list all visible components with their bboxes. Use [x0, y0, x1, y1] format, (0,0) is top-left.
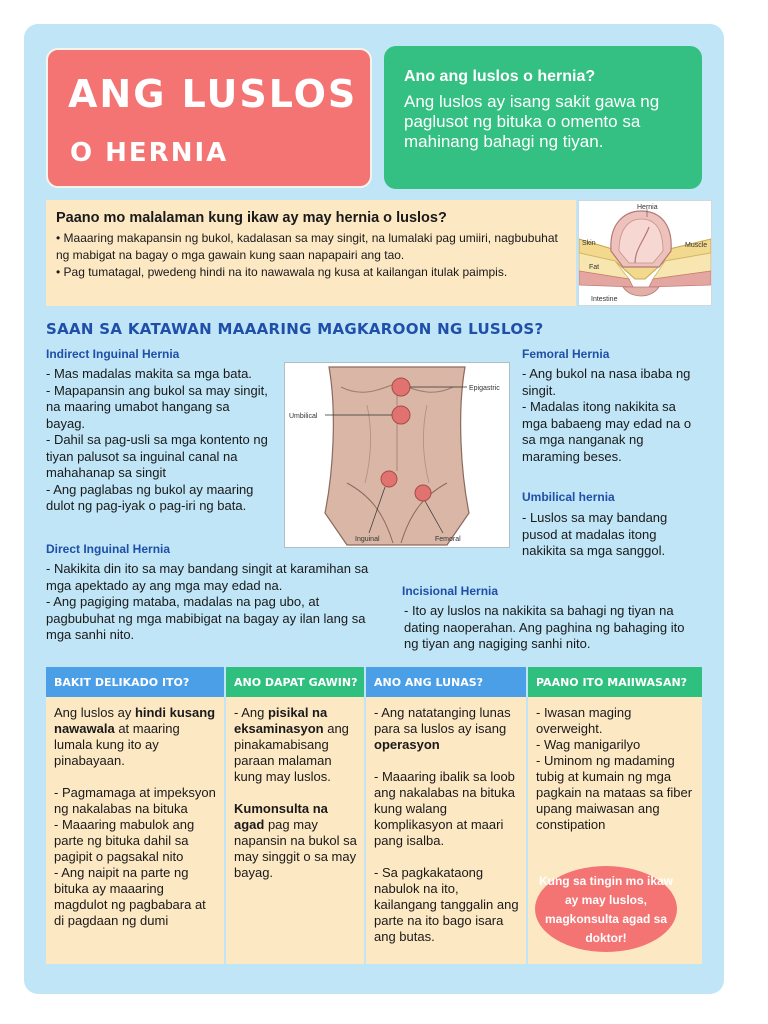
definition-box: [384, 46, 702, 189]
incisional-hernia-body: - Ito ay luslos na nakikita sa bahagi ng tiyan na dating naoperahan. Ang paghina ng bahaging ito ng tiyan ang nagiging sanhi nito.: [404, 603, 685, 651]
definition-answer: Ang luslos ay isang sakit gawa ng paglusot ng bituka o omento sa mahinang bahagi ng tiyan.: [404, 92, 660, 151]
indirect-hernia-body: - Mas madalas makita sa mga bata. - Mapapansin ang bukol sa may singit, na maaring umabot hangang sa bayag. - Dahil sa pag-usli sa mga kontento ng tiyan palusot sa inguinal canal na mahahanap sa singit - Ang paglabas ng bukol ay maaring dulot ng pag-iyak o pag-iri ng bata.: [46, 366, 268, 513]
femoral-hernia-body: - Ang bukol na nasa ibaba ng singit. - Madalas itong nakikita sa mga babaeng may edad na o sa mga nanganak ng maraming beses.: [522, 366, 692, 464]
label-femoral: Femoral: [435, 536, 461, 543]
why-dangerous-intro: Ang luslos ay hindi kusang nawawala at maaring lumala kung ito ay pinabayaan.: [54, 705, 216, 768]
what-to-do-p2: Kumonsulta na agad pag may napansin na bukol sa may singgit o sa may bayag.: [234, 801, 357, 880]
direct-hernia-title: Direct Inguinal Hernia: [46, 542, 171, 556]
abdomen-diagram: [284, 362, 510, 548]
label-muscle: Muscle: [685, 242, 708, 249]
table-header-treatment: ANO ANG LUNAS?: [366, 667, 526, 697]
femoral-hernia-title: Femoral Hernia: [522, 347, 610, 361]
label-fat: Fat: [589, 264, 600, 271]
table-header-why-dangerous: BAKIT DELIKADO ITO?: [46, 667, 224, 697]
why-dangerous-list: - Pagmamaga at impeksyon ng nakalabas na bituka - Maaaring mabulok ang parte ng bituka dahil sa pagipit o pagsakal nito - Ang naipit na parte ng bituka ay maaaring magdulot ng pagbabara at di pagdaan ng dumi: [54, 785, 216, 928]
page-subtitle: O HERNIA: [70, 138, 229, 168]
section-title: SAAN SA KATAWAN MAAARING MAGKAROON NG LUSLOS?: [46, 320, 544, 338]
umbilical-hernia-body: - Luslos sa may bandang pusod at madalas itong nakikita sa mga sanggol.: [522, 510, 668, 558]
what-to-do-p1: - Ang pisikal na eksaminasyon ang pinakamabisang paraan malaman kung may luslos.: [234, 705, 349, 784]
table-cell-treatment: [366, 697, 526, 964]
abdomen-svg: [285, 363, 509, 547]
indirect-hernia-title: Indirect Inguinal Hernia: [46, 347, 180, 361]
label-umbilical: Umbilical: [289, 413, 318, 420]
label-epigastric: Epigastric: [469, 385, 500, 392]
hernia-cross-section-svg: [579, 201, 711, 305]
page-title: ANG LUSLOS: [68, 72, 358, 116]
label-inguinal: Inguinal: [355, 536, 380, 543]
symptoms-box: [46, 200, 576, 306]
table-header-what-to-do: ANO DAPAT GAWIN?: [226, 667, 364, 697]
title-box: [46, 48, 372, 188]
label-skin: Skin: [582, 240, 596, 247]
label-hernia: Hernia: [637, 204, 658, 211]
direct-hernia-body: - Nakikita din ito sa may bandang singit at karamihan sa mga apektado ay ang mga may edad na. - Ang pagiging mataba, madalas na pag ubo, at pagbubuhat ng mga mabibigat na bagay ay ilan lang sa mga sanhi nito.: [46, 561, 369, 642]
symptoms-bullet-2: • Pag tumatagal, pwedeng hindi na ito nawawala ng kusa at kailangan itulak paimpis.: [56, 265, 508, 279]
symptoms-bullet-1: • Maaaring makapansin ng bukol, kadalasan sa may singit, na lumalaki pag umiiri, nagbubuhat ng mabigat na bagay o mga gawain kung saan napapairi ang tao.: [56, 231, 558, 262]
label-intestine: Intestine: [591, 296, 618, 303]
definition-question: Ano ang luslos o hernia?: [404, 68, 596, 85]
treatment-p1: - Ang natatanging lunas para sa luslos ay isang operasyon: [374, 705, 511, 752]
prevention-list: - Iwasan maging overweight. - Wag manigarilyo - Uminom ng madaming tubig at kumain ng mga pagkain na mataas sa fiber upang maiwasan ang constipation: [536, 705, 693, 832]
incisional-hernia-title: Incisional Hernia: [402, 584, 499, 598]
consult-doctor-callout: Kung sa tingin mo ikaw ay may luslos, magkonsulta agad sa doktor!: [535, 866, 677, 952]
umbilical-hernia-title: Umbilical hernia: [522, 490, 615, 504]
treatment-p2: - Maaaring ibalik sa loob ang nakalabas na bituka kung walang komplikasyon at maari pang isalba.: [374, 769, 515, 848]
table-cell-what-to-do: [226, 697, 364, 964]
symptoms-question: Paano mo malalaman kung ikaw ay may hernia o luslos?: [56, 210, 447, 226]
treatment-p3: - Sa pagkakataong nabulok na ito, kailangang tanggalin ang parte na ito bago isara ang butas.: [374, 865, 519, 944]
table-cell-why-dangerous: [46, 697, 224, 964]
hernia-cross-section-diagram: [578, 200, 712, 306]
table-header-prevention: PAANO ITO MAIIWASAN?: [528, 667, 702, 697]
